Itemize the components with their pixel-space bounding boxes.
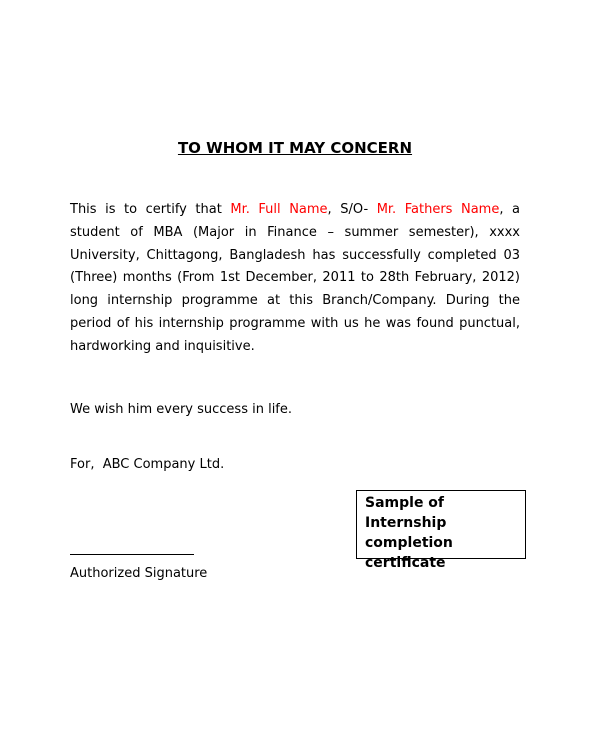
wish-line: We wish him every success in life. [70,402,293,417]
paragraph-rest: , a student of MBA (Major in Finance – summer semester), xxxx University, Chittagong, Bangladesh has successfully completed 03 (Three) months (From 1st December, 2011 to 28th February, 2012) long internship programme at this Branch/Company. During the period of his internship programme with us he was found punctual, hardworking and inquisitive. [70,202,520,354]
signature-line [70,554,194,555]
signature-label: Authorized Signature [70,566,208,581]
company-line: For, ABC Company Ltd. [70,457,225,472]
document-title [0,139,590,157]
paragraph-so: , S/O- [327,202,377,217]
sample-caption-text: Sample of Internship completion certificate [365,495,453,571]
student-name: Mr. Full Name [230,202,328,217]
title-text: TO WHOM IT MAY CONCERN [177,139,413,157]
father-name: Mr. Fathers Name [376,202,500,217]
certificate-paragraph [70,199,520,359]
sample-caption-box [356,490,526,571]
paragraph-intro: This is to certify that [70,202,231,217]
